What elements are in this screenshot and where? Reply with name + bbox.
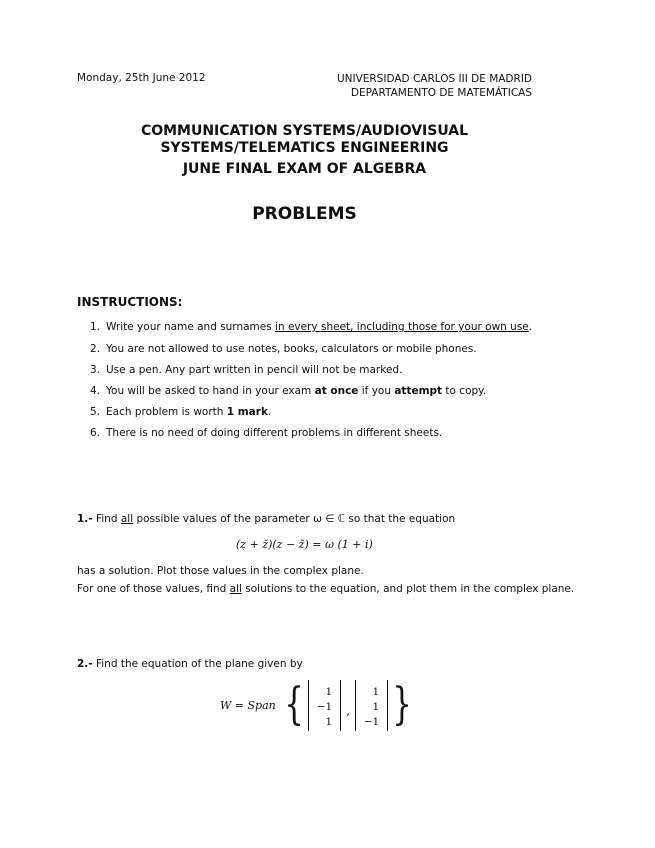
underlined-text: in every sheet, including those for your own use [275, 321, 529, 333]
instructions-heading: INSTRUCTIONS: [77, 295, 183, 309]
university-name: UNIVERSIDAD CARLOS III DE MADRID [336, 73, 532, 85]
instruction-item: 1. Write your name and surnames in every sheet, including those for your own use. [90, 321, 533, 333]
span-lhs: W = Span [220, 698, 276, 712]
section-title: PROBLEMS [252, 204, 357, 224]
item-number: 6. [90, 427, 101, 439]
instruction-item: 2. You are not allowed to use notes, books, calculators or mobile phones. [90, 343, 477, 355]
item-number: 2. [90, 343, 101, 355]
instruction-item: 5. Each problem is worth 1 mark. [90, 406, 272, 418]
title-line-1: COMMUNICATION SYSTEMS/AUDIOVISUAL [140, 123, 469, 139]
problem-1-label: 1.- [77, 513, 93, 525]
item-number: 3. [90, 364, 101, 376]
title-line-3: JUNE FINAL EXAM OF ALGEBRA [182, 161, 427, 177]
item-number: 1. [90, 321, 101, 333]
vector-entry: 1 [372, 700, 380, 713]
problem-2-intro: 2.- Find the equation of the plane given by [77, 658, 303, 670]
vector-entry: 1 [372, 685, 380, 698]
institution-block [300, 72, 532, 100]
right-brace: } [392, 679, 413, 730]
vector-2 [355, 680, 388, 731]
vector-entry: −1 [316, 700, 333, 713]
problem-2-equation [220, 680, 416, 730]
item-number: 5. [90, 406, 101, 418]
instruction-item: 3. Use a pen. Any part written in pencil will not be marked. [90, 364, 403, 376]
title-line-2: SYSTEMS/TELEMATICS ENGINEERING [160, 140, 449, 156]
problem-1-equation: (z + z̄)(z − z̄) = ω (1 + i) [236, 538, 373, 551]
exam-date: Monday, 25th June 2012 [77, 72, 206, 84]
left-brace: { [283, 679, 304, 730]
problem-1-intro: 1.- Find all possible values of the parameter ω ∈ ℂ so that the equation [77, 513, 456, 525]
instruction-item: 6. There is no need of doing different problems in different sheets. [90, 427, 443, 439]
vector-entry: 1 [325, 715, 333, 728]
vector-entry: 1 [325, 685, 333, 698]
vector-separator: , [346, 705, 350, 718]
vector-entry: −1 [363, 715, 380, 728]
item-number: 4. [90, 385, 101, 397]
problem-1-text: has a solution. Plot those values in the complex plane. [77, 565, 364, 577]
problem-1-task: For one of those values, find all solutions to the equation, and plot them in the complex plane. [77, 583, 575, 595]
vector-1 [308, 680, 341, 731]
problem-2-label: 2.- [77, 658, 93, 670]
department-name: DEPARTAMENTO DE MATEMÁTICAS [350, 87, 532, 99]
instruction-item: 4. You will be asked to hand in your exam at once if you attempt to copy. [90, 385, 487, 397]
